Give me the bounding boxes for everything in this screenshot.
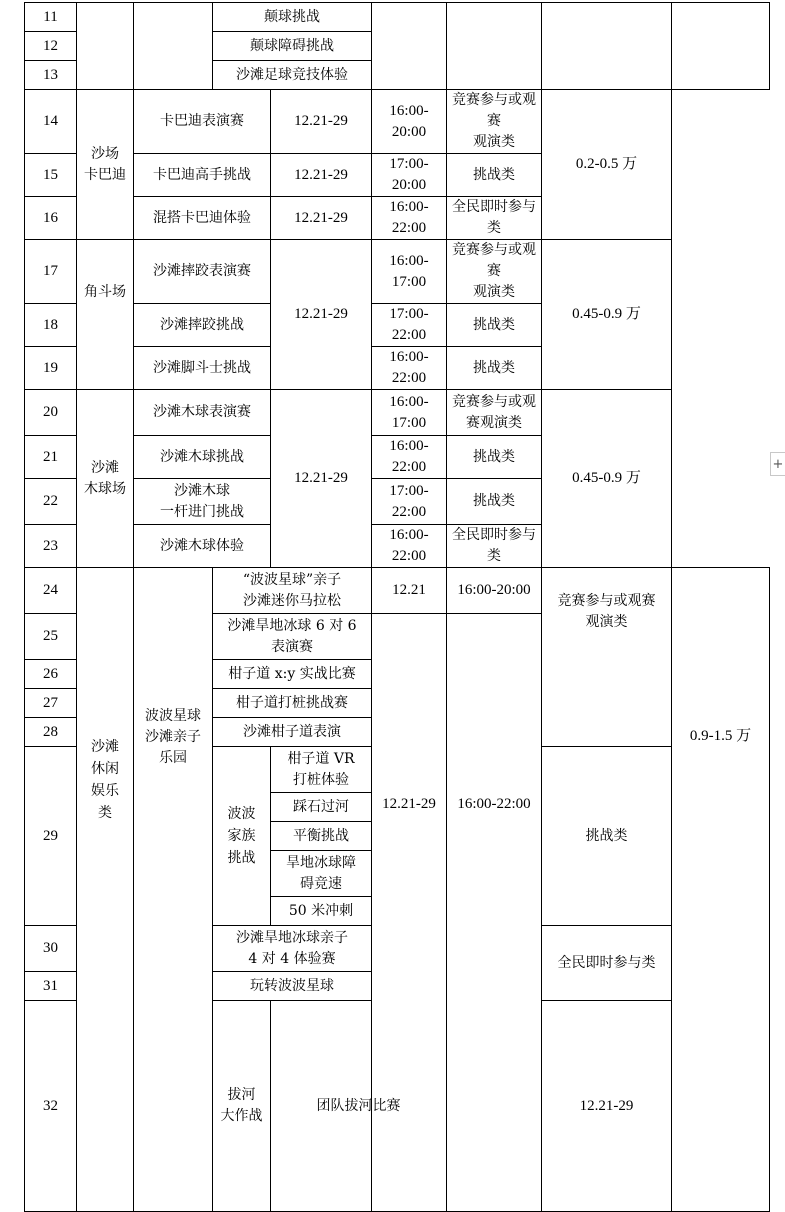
event-name: 沙滩旱地冰球亲子 4 对 4 体验赛 (213, 926, 372, 972)
event-time: 16:00-17:00 (372, 390, 447, 436)
row-number: 22 (25, 479, 77, 525)
event-type: 竞赛参与或观赛 观演类 (447, 90, 542, 154)
category-cell-upper (77, 3, 134, 90)
date-bobo: 12.21-29 (372, 614, 447, 1212)
row-number: 15 (25, 154, 77, 197)
row-number: 28 (25, 718, 77, 747)
event-date: 12.21-29 (271, 154, 372, 197)
row-number: 19 (25, 347, 77, 390)
event-name: 沙滩摔跤表演赛 (134, 240, 271, 304)
row-number: 24 (25, 568, 77, 614)
time-bobo: 16:00-22:00 (447, 614, 542, 1212)
sub-event-name: 柑子道 VR 打桩体验 (271, 747, 372, 793)
time-cell-football (447, 3, 542, 90)
event-name: 颠球挑战 (213, 3, 372, 32)
event-date: 12.21-29 (271, 197, 372, 240)
event-type: 竞赛参与或观赛 观演类 (447, 240, 542, 304)
event-name: 沙滩木球体验 (134, 525, 271, 568)
event-name: 团队拔河比赛 (271, 1001, 447, 1212)
type-bobo-a: 竞赛参与或观赛 观演类 (542, 568, 672, 747)
event-time: 16:00-20:00 (447, 568, 542, 614)
event-name: 柑子道打桩挑战赛 (213, 689, 372, 718)
event-time: 16:00-17:00 (372, 240, 447, 304)
event-date: 12.21-29 (271, 90, 372, 154)
event-name: 沙滩足球竞技体验 (213, 61, 372, 90)
event-name: 混搭卡巴迪体验 (134, 197, 271, 240)
row-number: 31 (25, 972, 77, 1001)
event-name: 沙滩木球挑战 (134, 436, 271, 479)
row-number: 32 (25, 1001, 77, 1212)
type-cell-football (542, 3, 672, 90)
event-type: 挑战类 (447, 436, 542, 479)
row-number: 14 (25, 90, 77, 154)
event-time: 16:00-22:00 (372, 436, 447, 479)
venue-woodball: 沙滩 木球场 (77, 390, 134, 568)
event-type: 全民即时参与类 (447, 197, 542, 240)
event-name: 颠球障碍挑战 (213, 32, 372, 61)
event-name: 沙滩木球 一杆进门挑战 (134, 479, 271, 525)
row-number: 26 (25, 660, 77, 689)
row-number: 12 (25, 32, 77, 61)
row-number: 25 (25, 614, 77, 660)
venue-tug-of-war: 拔河 大作战 (213, 1001, 271, 1212)
row-number: 29 (25, 747, 77, 926)
row-number: 27 (25, 689, 77, 718)
venue-wrestling: 角斗场 (77, 240, 134, 390)
sub-event-name: 旱地冰球障 碍竞速 (271, 851, 372, 897)
people-bobo: 0.9-1.5 万 (672, 568, 770, 1212)
type-bobo-c: 全民即时参与类 (542, 926, 672, 1001)
event-time: 16:00-22:00 (372, 347, 447, 390)
event-time: 16:00-20:00 (372, 90, 447, 154)
row-number: 20 (25, 390, 77, 436)
venue-kabaddi: 沙场 卡巴迪 (77, 90, 134, 240)
row-number: 17 (25, 240, 77, 304)
event-name: 柑子道 x:y 实战比赛 (213, 660, 372, 689)
event-type: 挑战类 (447, 304, 542, 347)
sub-event-name: 踩石过河 (271, 793, 372, 822)
people-kabaddi: 0.2-0.5 万 (542, 90, 672, 240)
row-number: 21 (25, 436, 77, 479)
event-name: 卡巴迪表演赛 (134, 90, 271, 154)
date-wrestling: 12.21-29 (271, 240, 372, 390)
row-number: 16 (25, 197, 77, 240)
row-number: 30 (25, 926, 77, 972)
event-name: 沙滩木球表演赛 (134, 390, 271, 436)
date-cell-football (372, 3, 447, 90)
add-button[interactable]: + (770, 452, 785, 476)
event-name: 沙滩旱地冰球 6 对 6 表演赛 (213, 614, 372, 660)
event-type: 挑战类 (447, 479, 542, 525)
sub-event-name: 50 米冲刺 (271, 897, 372, 926)
event-name: 玩转波波星球 (213, 972, 372, 1001)
event-date: 12.21 (372, 568, 447, 614)
event-name: 卡巴迪高手挑战 (134, 154, 271, 197)
venue-bobo: 波波星球 沙滩亲子 乐园 (134, 568, 213, 1212)
event-type: 挑战类 (447, 347, 542, 390)
event-schedule-table (24, 2, 770, 1212)
type-bobo-b: 挑战类 (542, 747, 672, 926)
row-number: 23 (25, 525, 77, 568)
event-name: 沙滩柑子道表演 (213, 718, 372, 747)
event-type: 竞赛参与或观 赛观演类 (447, 390, 542, 436)
date-woodball: 12.21-29 (271, 390, 372, 568)
event-name: “波波星球”亲子 沙滩迷你马拉松 (213, 568, 372, 614)
sub-event-name: 平衡挑战 (271, 822, 372, 851)
event-time: 16:00-22:00 (372, 197, 447, 240)
event-time: 16:00-22:00 (372, 525, 447, 568)
people-woodball: 0.45-0.9 万 (542, 390, 672, 568)
people-cell-football (672, 3, 770, 90)
event-type: 全民即时参与类 (447, 525, 542, 568)
event-name: 沙滩摔跤挑战 (134, 304, 271, 347)
event-date: 12.21-29 (542, 1001, 672, 1212)
event-time: 17:00-22:00 (372, 304, 447, 347)
people-wrestling: 0.45-0.9 万 (542, 240, 672, 390)
family-challenge-label: 波波 家族 挑战 (213, 747, 271, 926)
event-name: 沙滩脚斗士挑战 (134, 347, 271, 390)
event-time: 17:00-20:00 (372, 154, 447, 197)
category-leisure: 沙滩 休闲 娱乐 类 (77, 568, 134, 1212)
event-type: 挑战类 (447, 154, 542, 197)
row-number: 18 (25, 304, 77, 347)
row-number: 11 (25, 3, 77, 32)
event-time: 17:00-22:00 (372, 479, 447, 525)
venue-cell-football (134, 3, 213, 90)
row-number: 13 (25, 61, 77, 90)
